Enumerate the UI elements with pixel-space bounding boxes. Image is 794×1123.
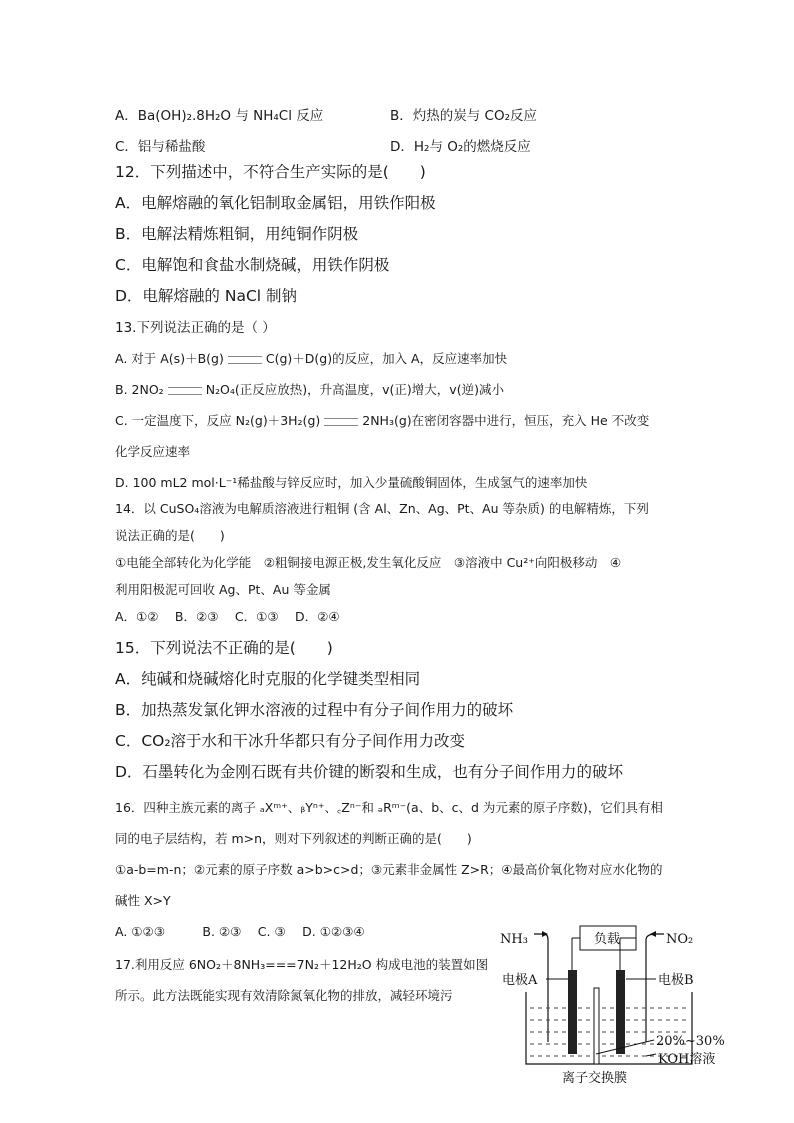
q13-c-pre: C. 一定温度下，反应 N₂(g)＋3H₂(g) xyxy=(115,413,321,428)
fuel-cell-diagram xyxy=(496,922,736,1087)
q13-c-post: 2NH₃(g)在密闭容器中进行，恒压，充入 He 不改变 xyxy=(362,413,650,428)
electrode-b-label: 电极B xyxy=(658,973,694,988)
q11-option-b: B．灼热的炭与 CO₂反应 xyxy=(390,108,538,124)
nh3-label: NH₃ xyxy=(500,932,528,947)
q12-option-b: B．电解法精炼粗铜，用纯铜作阴极 xyxy=(115,225,359,243)
load-label: 负载 xyxy=(594,932,621,947)
q13-option-c xyxy=(115,411,649,429)
q12-stem: 12．下列描述中，不符合生产实际的是( ) xyxy=(115,163,426,181)
q14-options: A．①② B．②③ C．①③ D．②④ xyxy=(115,609,340,624)
q15-option-a: A．纯碱和烧碱熔化时克服的化学键类型相同 xyxy=(115,670,421,688)
q16-items-line1: ①a-b=m-n；②元素的原子序数 a>b>c>d；③元素非金属性 Z>R；④最高价氧化物对应水化物的 xyxy=(115,862,663,877)
q17-line1: 17.利用反应 6NO₂＋8NH₃===7N₂＋12H₂O 构成电池的装置如图 xyxy=(115,957,489,972)
q13-option-a xyxy=(115,349,507,367)
no2-label: NO₂ xyxy=(666,932,694,947)
q16-stem-line2: 同的电子层结构，若 m>n，则对下列叙述的判断正确的是( ) xyxy=(115,831,472,846)
q12-option-a: A．电解熔融的氧化铝制取金属铝，用铁作阳极 xyxy=(115,194,436,212)
electrode-a-label: 电极A xyxy=(502,973,538,988)
q15-option-b: B．加热蒸发氯化钾水溶液的过程中有分子间作用力的破坏 xyxy=(115,701,514,719)
equilibrium-arrow-icon xyxy=(324,418,358,426)
concentration-label: 20%~30% xyxy=(656,1034,725,1049)
q11-option-d: D．H₂与 O₂的燃烧反应 xyxy=(390,139,531,155)
q13-stem: 13.下列说法正确的是（ ） xyxy=(115,320,276,336)
q13-a-post: C(g)＋D(g)的反应，加入 A，反应速率加快 xyxy=(265,351,508,366)
q13-option-c-continued: 化学反应速率 xyxy=(115,444,191,459)
nh3-inlet-tube xyxy=(534,934,548,1042)
q15-option-c: C．CO₂溶于水和干冰升华都只有分子间作用力改变 xyxy=(115,732,466,750)
q16-options: A. ①②③ B. ②③ C. ③ D. ①②③④ xyxy=(115,924,365,939)
electrode-a xyxy=(568,970,577,1054)
arrow-left-icon xyxy=(650,931,656,937)
no2-inlet-tube xyxy=(646,934,664,1042)
q14-items-line2: 利用阳极泥可回收 Ag、Pt、Au 等金属 xyxy=(115,582,331,597)
membrane-label: 离子交换膜 xyxy=(562,1071,628,1086)
ion-exchange-membrane xyxy=(594,988,599,1064)
q11-option-a: A．Ba(OH)₂.8H₂O 与 NH₄Cl 反应 xyxy=(115,108,324,124)
q13-option-d: D. 100 mL2 mol·L⁻¹稀盐酸与锌反应时，加入少量硫酸铜固体，生成氢气的速率加快 xyxy=(115,475,588,490)
q14-stem-line2: 说法正确的是( ) xyxy=(115,528,225,543)
q17-line2: 所示。此方法既能实现有效清除氮氧化物的排放，减轻环境污 xyxy=(115,988,453,1003)
q12-option-c: C．电解饱和食盐水制烧碱，用铁作阴极 xyxy=(115,256,390,274)
q14-items-line1: ①电能全部转化为化学能 ②粗铜接电源正极,发生氧化反应 ③溶液中 Cu²⁺向阳极移动 ④ xyxy=(115,555,622,570)
q15-option-d: D．石墨转化为金刚石既有共价键的断裂和生成，也有分子间作用力的破坏 xyxy=(115,763,623,781)
q16-stem-line1: 16．四种主族元素的离子 ₐXᵐ⁺、ᵦYⁿ⁺、꜀Zⁿ⁻和 ₔRᵐ⁻(a、b、c、d 为元素的原子序数)，它们具有相 xyxy=(115,800,663,815)
equilibrium-arrow-icon xyxy=(228,356,262,364)
q16-items-line2: 碱性 X>Y xyxy=(115,893,171,908)
q15-stem: 15．下列说法不正确的是( ) xyxy=(115,639,333,657)
q12-option-d: D．电解熔融的 NaCl 制钠 xyxy=(115,287,298,305)
koh-label: KOH溶液 xyxy=(658,1052,716,1067)
q14-stem-line1: 14．以 CuSO₄溶液为电解质溶液进行粗铜 (含 Al、Zn、Ag、Pt、Au 等杂质) 的电解精炼，下列 xyxy=(115,501,649,516)
electrode-b xyxy=(616,970,625,1054)
q11-option-c: C．铝与稀盐酸 xyxy=(115,139,206,155)
q13-b-pre: B. 2NO₂ xyxy=(115,382,164,397)
q13-a-pre: A. 对于 A(s)＋B(g) xyxy=(115,351,224,366)
q13-b-post: N₂O₄(正反应放热)，升高温度，v(正)增大，v(逆)减小 xyxy=(205,382,504,397)
equilibrium-arrow-icon xyxy=(168,387,202,395)
q13-option-b xyxy=(115,380,504,398)
